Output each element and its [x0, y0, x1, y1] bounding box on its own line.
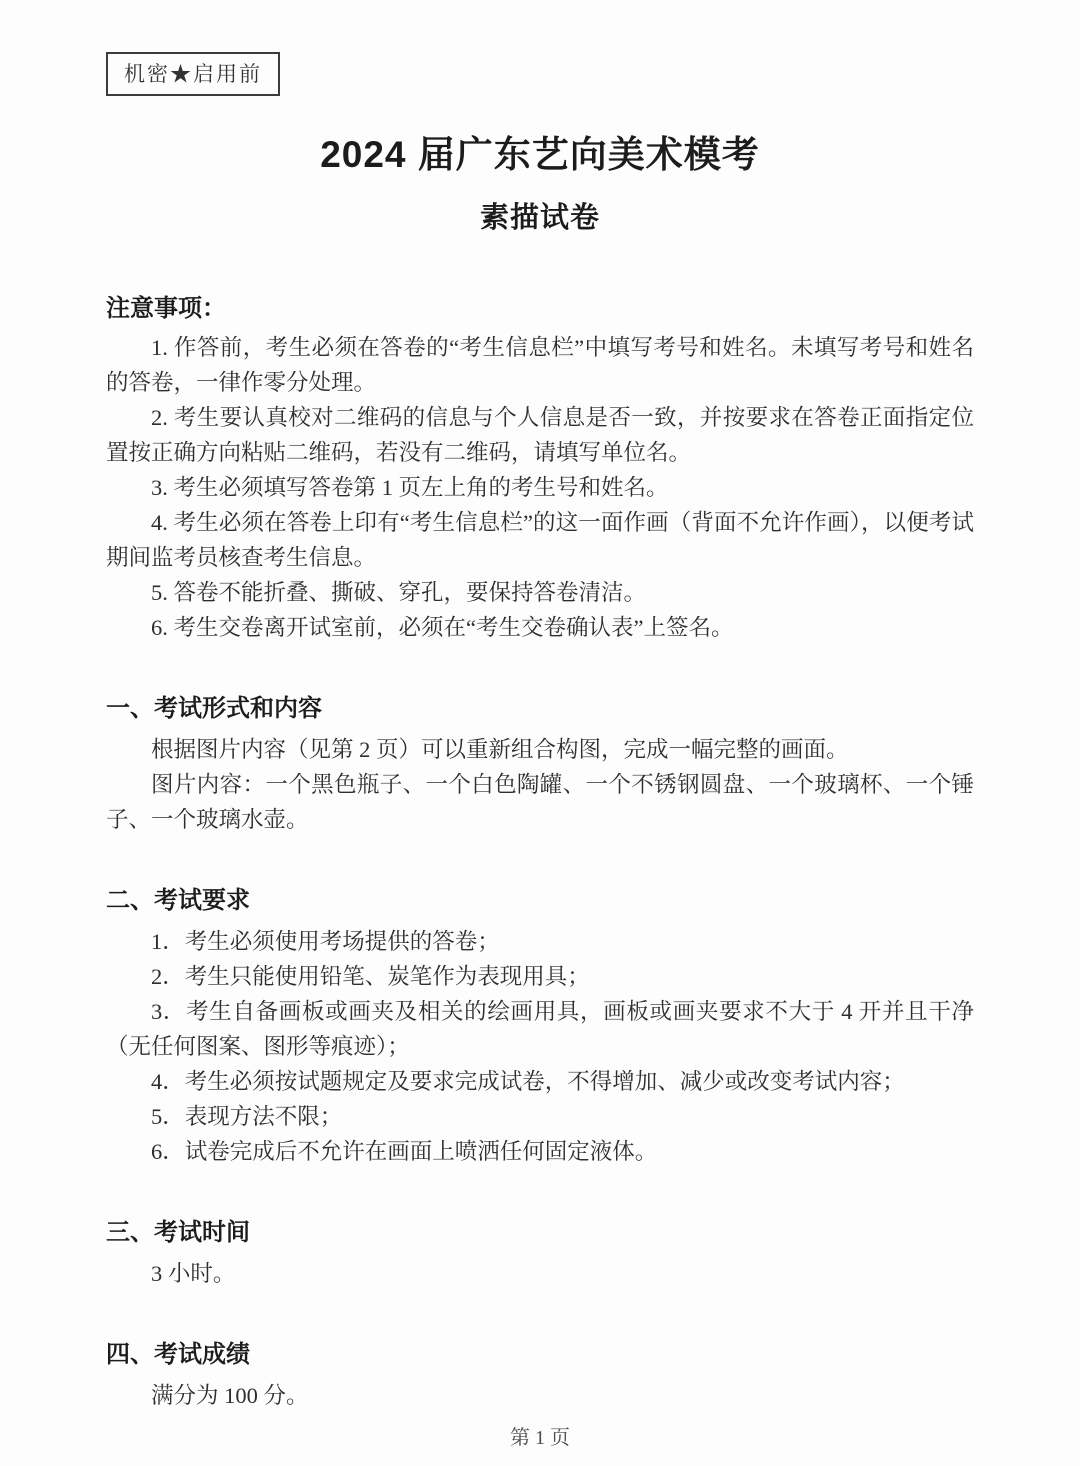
- requirement-item: 2．考生只能使用铅笔、炭笔作为表现用具；: [151, 964, 590, 990]
- notice-section: [106, 293, 974, 645]
- requirement-item: 1．考生必须使用考场提供的答卷；: [151, 929, 500, 955]
- section-exam-time: [106, 1217, 974, 1291]
- section-paragraph: 满分为 100 分。: [151, 1383, 309, 1409]
- requirement-item: 3．考生自备画板或画夹及相关的绘画用具，画板或画夹要求不大于 4 开并且干净（无任何图案、图形等痕迹）；: [106, 999, 974, 1060]
- section-heading: 二、考试要求: [106, 886, 250, 914]
- section-paragraph: 图片内容：一个黑色瓶子、一个白色陶罐、一个不锈钢圆盘、一个玻璃杯、一个锤子、一个玻璃水壶。: [106, 771, 974, 832]
- requirement-item: 4．考生必须按试题规定及要求完成试卷，不得增加、减少或改变考试内容；: [151, 1069, 905, 1095]
- notice-item: 1. 作答前，考生必须在答卷的“考生信息栏”中填写考号和姓名。未填写考号和姓名的答卷，一律作零分处理。: [106, 334, 974, 395]
- section-paragraph: 根据图片内容（见第 2 页）可以重新组合构图，完成一幅完整的画面。: [151, 736, 849, 762]
- notice-item: 2. 考生要认真校对二维码的信息与个人信息是否一致，并按要求在答卷正面指定位置按正确方向粘贴二维码，若没有二维码，请填写单位名。: [106, 404, 974, 465]
- section-exam-form-content: [106, 693, 974, 837]
- spacer: [106, 1169, 974, 1183]
- classification-stamp: 机密★启用前: [106, 52, 280, 96]
- section-heading: 四、考试成绩: [106, 1341, 250, 1369]
- spacer: [106, 1291, 974, 1305]
- page-number: 第 1 页: [510, 1427, 570, 1449]
- section-paragraph: 3 小时。: [151, 1261, 236, 1287]
- spacer: [106, 645, 974, 659]
- notice-item: 5. 答卷不能折叠、撕破、穿孔，要保持答卷清洁。: [151, 579, 647, 605]
- requirement-item: 5．表现方法不限；: [151, 1104, 343, 1130]
- section-heading: 一、考试形式和内容: [106, 694, 322, 722]
- notice-heading: 注意事项：: [106, 294, 226, 322]
- section-exam-requirements: [106, 885, 974, 1169]
- requirement-item: 6．试卷完成后不允许在画面上喷洒任何固定液体。: [151, 1139, 658, 1165]
- notice-item: 6. 考生交卷离开试室前，必须在“考生交卷确认表”上签名。: [151, 614, 734, 640]
- page-title: 2024 届广东艺向美术模考: [320, 134, 760, 175]
- notice-item: 3. 考生必须填写答卷第 1 页左上角的考生号和姓名。: [151, 474, 669, 500]
- spacer: [106, 837, 974, 851]
- section-heading: 三、考试时间: [106, 1219, 250, 1247]
- notice-item: 4. 考生必须在答卷上印有“考生信息栏”的这一面作画（背面不允许作画），以便考试期间监考员核查考生信息。: [106, 509, 974, 570]
- section-exam-score: [106, 1339, 974, 1413]
- page-subtitle: 素描试卷: [479, 202, 600, 235]
